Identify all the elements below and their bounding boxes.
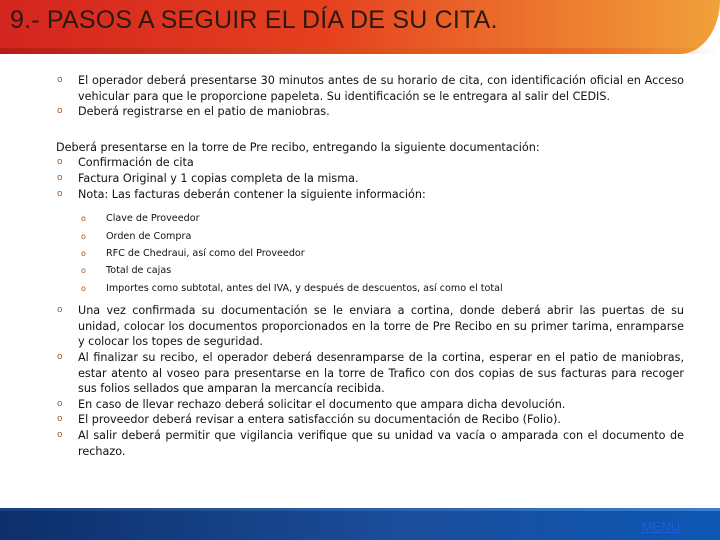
bullet-icon: o [81, 283, 86, 293]
list-item: o Confirmación de cita [57, 156, 194, 170]
invoice-requirements-list [80, 210, 684, 297]
list-item: o Total de cajas [80, 262, 684, 279]
bullet-icon: o [57, 398, 63, 409]
bullet-icon: o [57, 106, 63, 117]
list-item: o RFC de Chedraui, así como del Proveedor [80, 245, 684, 262]
list-item: o El operador deberá presentarse 30 minutos antes de su horario de cita, con identificación oficial en Acceso vehicular para que le proporcione papeleta. Su identificación se le entregara al salir del CEDIS. [57, 74, 684, 103]
documentation-intro: Deberá presentarse en la torre de Pre recibo, entregando la siguiente documentación: [56, 140, 540, 154]
documentation-list [56, 155, 684, 202]
content-body [56, 73, 684, 459]
title-bar [0, 0, 720, 54]
list-item: o Factura Original y 1 copias completa de la misma. [57, 171, 359, 185]
list-item: o Importes como subtotal, antes del IVA, y después de descuentos, así como el total [80, 280, 684, 297]
bullet-icon: o [81, 214, 86, 224]
list-item: o Nota: Las facturas deberán contener la siguiente información: [57, 187, 426, 201]
bullet-icon: o [57, 75, 63, 85]
bullet-icon: o [81, 248, 86, 258]
bullet-icon: o [57, 157, 63, 168]
list-item: o El proveedor deberá revisar a entera satisfacción su documentación de Recibo (Folio). [57, 413, 561, 427]
bullet-icon: o [57, 414, 63, 425]
bullet-icon: o [81, 231, 86, 241]
menu-link[interactable]: MENU [641, 519, 680, 534]
bullet-icon: o [57, 429, 63, 440]
page-title: 9.- PASOS A SEGUIR EL DÍA DE SU CITA. [10, 6, 498, 34]
list-item: o Orden de Compra [80, 228, 684, 245]
receiving-steps-list [56, 303, 684, 459]
list-item: o Al finalizar su recibo, el operador deberá desenramparse de la cortina, esperar en el patio de maniobras, estar atento al voseo para presentarse en la torre de Trafico con dos copias de sus facturas para recoger sus folios sellados que amparan la mercancía recibida. [57, 350, 684, 396]
bullet-icon: o [57, 351, 63, 362]
list-item: o En caso de llevar rechazo deberá solicitar el documento que ampara dicha devolución. [57, 397, 566, 411]
bullet-icon: o [81, 266, 86, 276]
bullet-icon: o [57, 188, 63, 199]
list-item: o Una vez confirmada su documentación se le enviara a cortina, donde deberá abrir las puertas de su unidad, colocar los documentos proporcionados en la torre de Pre Recibo en su primer tarima, enramparse y colocar los topes de seguridad. [57, 304, 684, 349]
list-item: o Deberá registrarse en el patio de maniobras. [57, 105, 330, 119]
bullet-icon: o [57, 305, 63, 316]
list-item: o Al salir deberá permitir que vigilancia verifique que su unidad va vacía o amparada con el documento de rechazo. [57, 428, 684, 458]
list-item: o Clave de Proveedor [80, 210, 684, 227]
arrival-instructions-list [56, 73, 684, 120]
footer-bar [0, 508, 720, 540]
bullet-icon: o [57, 172, 63, 183]
